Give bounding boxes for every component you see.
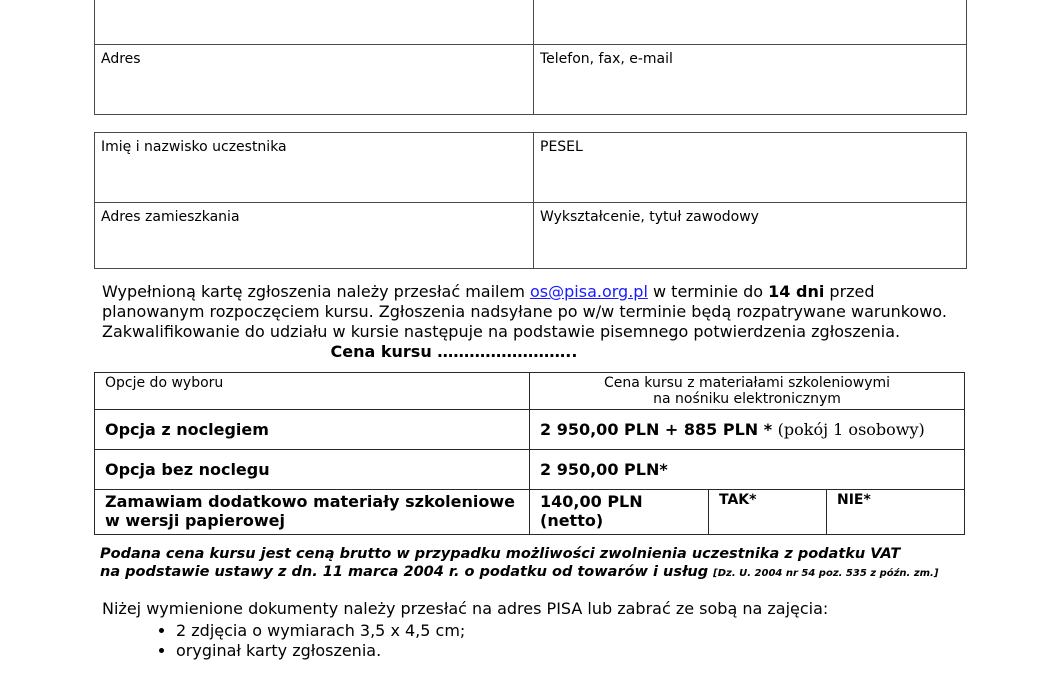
header-options-text: Opcje do wyboru [105, 375, 224, 391]
price-heading: Cena kursu …………………….. [330, 342, 578, 361]
paper-materials-label [95, 490, 530, 535]
vat-note-text: na podstawie ustawy z dn. 11 marca 2004 r. o podatku od towarów i usług [100, 564, 714, 580]
pesel-field[interactable] [534, 133, 967, 203]
participant-name-label: Imię i nazwisko uczestnika [101, 139, 287, 155]
option-with-lodging-label: Opcja z noclegiem [95, 410, 530, 450]
institution-table [94, 0, 967, 115]
option-with-lodging-price [530, 410, 965, 450]
home-address-label: Adres zamieszkania [101, 209, 240, 225]
yes-checkbox-cell[interactable]: TAK* [709, 490, 827, 535]
paper-materials-price [530, 490, 709, 535]
header-price-line-1: Cena kursu z materiałami szkoleniowymi [604, 375, 891, 391]
paper-materials-price-line-1: 140,00 PLN [540, 492, 643, 511]
education-label: Wykształcenie, tytuł zawodowy [540, 209, 759, 225]
contact-field[interactable] [534, 45, 967, 115]
address-field[interactable] [95, 45, 534, 115]
field-cell-top-left[interactable] [95, 0, 534, 45]
list-item: • 2 zdjęcia o wymiarach 3,5 x 4,5 cm; [176, 621, 465, 641]
participant-table [94, 132, 967, 269]
instructions-line-3: Zakwalifikowanie do udziału w kursie następuje na podstawie pisemnego potwierdzenia zgłoszenia. [102, 322, 901, 341]
address-label: Adres [101, 51, 141, 67]
documents-intro: Niżej wymienione dokumenty należy przesłać na adres PISA lub zabrać ze sobą na zajęcia: [102, 599, 829, 618]
instructions-text: w terminie do [647, 282, 769, 301]
home-address-field[interactable] [95, 203, 534, 269]
vat-note-line-1: Podana cena kursu jest ceną brutto w przypadku możliwości zwolnienia uczestnika z podatku VAT [100, 546, 901, 562]
deadline-days: 14 dni [768, 282, 825, 301]
instructions-line-1 [102, 282, 875, 302]
participant-name-field[interactable] [95, 133, 534, 203]
price-table [94, 372, 965, 535]
vat-note-legal-ref: [Dz. U. 2004 nr 54 poz. 535 z późn. zm.] [713, 568, 939, 579]
paper-materials-label-line-1: Zamawiam dodatkowo materiały szkoleniowe [105, 492, 516, 511]
option-without-lodging-price: 2 950,00 PLN* [530, 450, 965, 490]
paper-materials-price-line-2: (netto) [540, 511, 604, 530]
option-with-lodging-amount: 2 950,00 PLN + 885 PLN * [540, 420, 778, 439]
no-checkbox-cell[interactable]: NIE* [827, 490, 965, 535]
paper-materials-label-line-2: w wersji papierowej [105, 511, 285, 530]
header-price [530, 373, 965, 410]
instructions-line-2: planowanym rozpoczęciem kursu. Zgłoszenia nadsyłane po w/w terminie będą rozpatrywane warunkowo. [102, 302, 947, 321]
documents-list [140, 621, 465, 661]
header-price-line-2: na nośniku elektronicznym [653, 391, 841, 407]
option-with-lodging-note: (pokój 1 osobowy) [777, 420, 925, 439]
instructions-text: Wypełnioną kartę zgłoszenia należy przesłać mailem [102, 282, 531, 301]
education-field[interactable] [534, 203, 967, 269]
pesel-label: PESEL [540, 139, 583, 155]
option-without-lodging-label: Opcja bez noclegu [95, 450, 530, 490]
header-options [95, 373, 530, 410]
vat-note-line-2 [100, 564, 938, 580]
instructions-text: przed [824, 282, 875, 301]
email-link[interactable]: os@pisa.org.pl [530, 282, 648, 301]
contact-label: Telefon, fax, e-mail [540, 51, 673, 67]
list-item: • oryginał karty zgłoszenia. [176, 641, 465, 661]
field-cell-top-right[interactable] [534, 0, 967, 45]
